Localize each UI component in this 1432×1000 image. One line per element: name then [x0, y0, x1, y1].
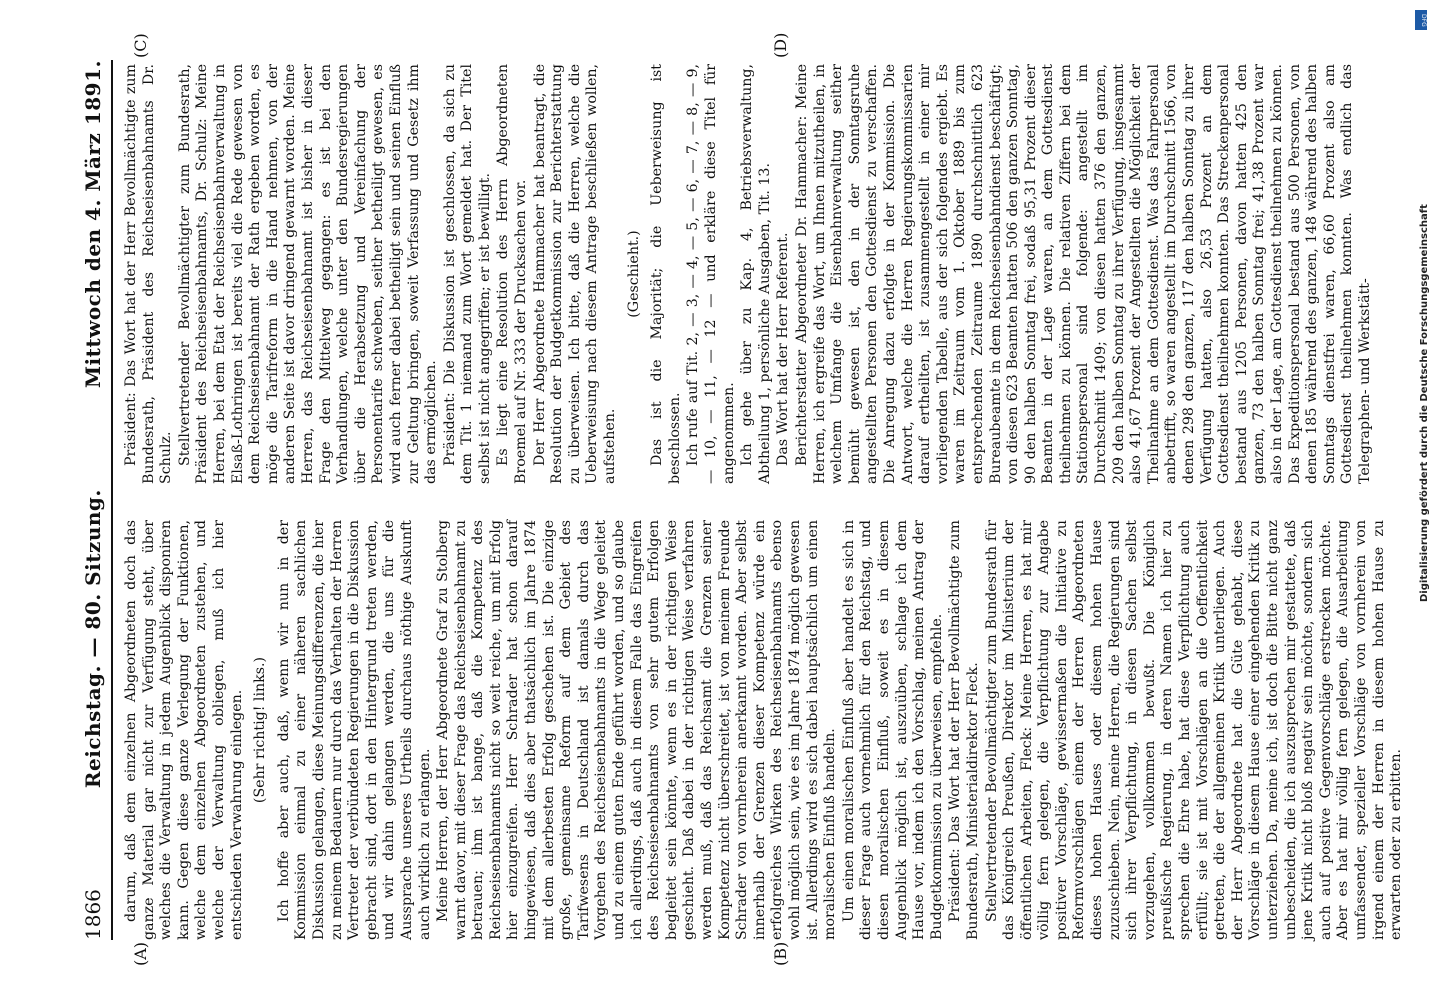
paragraph: Präsident: Das Wort hat der Herr Bevollmächtigte zum Bundesrath, Präsident des Reichseisenbahnamts Dr. Schulz.	[123, 64, 175, 484]
funding-note: Digitalisierung gefördert durch die Deutsche Forschungsgemeinschaft	[1419, 204, 1430, 602]
session-date: Mittwoch den 4. März 1891.	[81, 60, 105, 389]
paragraph: Stellvertretender Bevollmächtigter zum Bundesrath für das Königreich Preußen, Direktor im Ministerium der öffentlichen Arbeiten, Fleck: Meine Herren, es hat mir völlig fern gelegen, die Verpflichtung zur Angabe positiver Vorschläge, gewissermaßen die Initiative zu Reformvorschlägen einem der Herren Abgeordneten dieses hohen Hauses oder diesem hohen Hause zuzuschieben. Nein, meine Herren, die Regierungen sind sich ihrer Verpflichtung, in diesen Sachen selbst vorzugehen, vollkommen bewußt. Die Königlich preußische Regierung, in deren Namen ich hier zu sprechen die Ehre habe, hat diese Verpflichtung auch erfüllt; sie ist mit Vorschlägen an die Oeffentlichkeit getreten, die der allgemeinen Kritik unterliegen. Auch der Herr Abgeordnete hat die Güte gehabt, diese Vorschläge in diesem Hause einer eingehenden Kritik zu unterziehen. Da, meine ich, ist doch die Bitte nicht ganz unbescheiden, die ich auszusprechen mir gestattete, daß jene Kritik nicht bloß negativ sein möchte, sondern sich auch auf positive Gegenvorschläge erstrecken möchte. Aber es hat mir völlig fern gelegen, die Ausarbeitung umfassender, spezieller Vorschläge von vornherein von irgend einem der Herren in diesem hohen Hause zu erwarten oder zu erbitten.	[983, 520, 1405, 940]
paragraph: Meine Herren, der Herr Abgeordnete Graf zu Stolberg warnt davor, mit dieser Frage das Reichseisenbahnamt zu betrauen; ihm ist bange, daß die Kompetenz des Reichseisenbahnamts nicht so weit reiche, um mit Erfolg hier einzugreifen. Herr Schrader hat schon darauf hingewiesen, daß dies aber thatsächlich im Jahre 1874 mit dem allerbesten Erfolg geschehen ist. Die einzige große, gemeinsame Reform auf dem Gebiet des Tarifwesens in Deutschland ist damals durch das Vorgehen des Reichseisenbahnamts in die Wege geleitet und zu einem guten Ende geführt worden, und so glaube ich allerdings, daß auch in diesem Falle das Eingreifen des Reichseisenbahnamts von sehr gutem Erfolgen begleitet sein könnte, wenn es in der richtigen Weise geschieht. Daß dabei in der richtigen Weise verfahren werden muß, daß das Reichsamt die Grenzen seiner Kompetenz nicht überschreitet, ist von meinem Freunde Schrader von vornherein anerkannt worden. Aber selbst innerhalb der Grenzen dieser Kompetenz würde ein erfolgreiches Wirken des Reichseisenbahnamts ebenso wohl möglich sein, wie es im Jahre 1874 möglich gewesen ist. Allerdings wird es sich dabei hauptsächlich um einen moralischen Einfluß handeln.	[435, 520, 839, 940]
dfg-logo: DFG	[1415, 10, 1427, 30]
margin-letter-c: (C)	[131, 33, 150, 58]
interjection: (Geschieht.)	[625, 230, 642, 318]
margin-letter-b: (B)	[771, 941, 790, 966]
header-rule	[111, 60, 113, 940]
paragraph: Ich hoffe aber auch, daß, wenn wir nun in der Kommission einmal zu einer näheren sachlichen Diskussion gelangen, diese Meinungsdifferenzen, die hier zu meinem Bedauern nur durch das Verhalten der Herren Vertreter der verbündeten Regierungen in die Diskussion gebracht sind, dort in den Hintergrund treten werden, und wir dahin gelangen werden, die uns für die Aussprache unseres Urtheils durchaus nöthige Auskunft auch wirklich zu erlangen.	[275, 520, 433, 940]
paragraph: Präsident: Das Wort hat der Herr Bevollmächtigte zum Bundesrath, Ministerialdirektor Fleck.	[947, 520, 981, 940]
paragraph: Ich gehe über zu Kap. 4, Betriebsverwaltung, Abtheilung 1, persönliche Ausgaben, Tit. 13.	[739, 64, 773, 484]
margin-letter-d: (D)	[771, 32, 790, 58]
paragraph: Das Wort hat der Herr Referent.	[775, 232, 792, 466]
paragraph: Das ist die Majorität; die Ueberweisung ist beschlossen.	[649, 64, 683, 484]
paragraph: Um einen moralischen Einfluß aber handelt es sich in dieser Frage auch vornehmlich für den Reichstag, und diesen moralischen Einfluß, soweit es in diesem Augenblick möglich ist, auszuüben, schlage ich dem Hause vor, indem ich den Vorschlag, meinen Antrag der Budgetkommission zu überweisen, empfehle.	[840, 520, 945, 940]
paragraph: Stellvertretender Bevollmächtigter zum Bundesrath, Präsident des Reichseisenbahnamts, Dr. Schulz: Meine Herren, bei dem Etat der Reichseisenbahnverwaltung in Elsaß-Lothringen ist bereits viel die Rede gewesen von dem Reichseisenbahnamt der Rath ergeben worden, es möge die Tarifreform in die Hand nehmen, von der anderen Seite ist davor dringend gewarnt worden. Meine Herren, das Reichseisenbahnamt ist bisher in dieser Frage den Mittelweg gegangen: es ist bei den Verhandlungen, welche unter den Bundesregierungen über die Herabsetzung und Vereinfachung der Personentarife schweben, seither betheiligt gewesen, es wird auch ferner dabei betheiligt sein und seinen Einfluß zur Geltung bringen, soweit Verfassung und Gesetz ihm das ermöglichen.	[176, 64, 440, 484]
left-column	[123, 520, 1405, 940]
interjection: (Sehr richtig! links.)	[252, 656, 269, 804]
paragraph: Es liegt eine Resolution des Herrn Abgeordneten Broemel auf Nr. 333 der Drucksachen vor.	[495, 64, 530, 484]
page-number: 1866	[81, 889, 105, 940]
paragraph: Ich rufe auf Tit. 2, — 3, — 4, — 5, — 6, — 7, — 8, — 9, — 10, — 11, — 12 — und erkläre diese Titel für angenommen.	[685, 64, 737, 484]
paragraph: Präsident: Die Diskussion ist geschlossen, da sich zu dem Tit. 1 niemand zum Wort gemeldet hat. Der Titel selbst ist nicht angegriffen; er ist bewilligt.	[441, 64, 493, 484]
right-column	[123, 64, 1373, 484]
margin-letter-a: (A)	[131, 941, 150, 966]
paragraph: darum, daß dem einzelnen Abgeordneten doch das ganze Material gar nicht zur Verfügung steht, über welches die Verwaltung in jedem Augenblick disponiren kann. Gegen diese ganze Verlegung der Funktionen, welche dem einzelnen Abgeordneten zustehen, und welche der Verwaltung obliegen, muß ich hier entschieden Verwahrung einlegen.	[123, 520, 245, 940]
page-header	[61, 60, 105, 940]
running-title: Reichstag. — 80. Sitzung.	[81, 489, 105, 789]
paragraph: Berichterstatter Abgeordneter Dr. Hammacher: Meine Herren, ich ergreife das Wort, um Ihnen mitzutheilen, in welchem Umfange die Eisenbahnverwaltung seither bemüht gewesen ist, den in der Sonntagsruhe angestellten Personen den Gottesdienst zu verschaffen. Die Anregung dazu erfolgte in der Kommission. Die Antwort, welche die Herren Regierungskommissarien darauf ertheilten, ist zusammengestellt in einer mir vorliegenden Tabelle, aus der sich folgendes ergiebt. Es waren im Zeitraum vom 1. Oktober 1889 bis zum entsprechenden Zeitraume 1890 durchschnittlich 623 Bureaubeamte in dem Reichseisenbahndienst beschäftigt; von diesen 623 Beamten hatten 506 den ganzen Sonntag, 90 den halben Sonntag frei, sodaß 95,31 Prozent dieser Beamten in der Lage waren, an dem Gottesdienst theilnehmen zu können. Die relativen Ziffern bei dem Stationspersonal sind folgende: angestellt im Durchschnitt 1409; von diesen hatten 376 den ganzen, 209 den halben Sonntag zu ihrer Verfügung, insgesammt also 41,67 Prozent der Angestellten die Möglichkeit der Theilnahme an dem Gottesdienst. Was das Fahrpersonal anbetrifft, so waren angestellt im Durchschnitt 1566, von denen 298 den ganzen, 117 den halben Sonntag zu ihrer Verfügung hatten, also 26,53 Prozent an dem Gottesdienst theilnehmen konnten. Das Streckenpersonal bestand aus 1205 Personen, davon hatten 425 den ganzen, 73 den halben Sonntag frei; 41,38 Prozent war also in der Lage, am Gottesdienst theilnehmen zu können. Das Expeditionspersonal bestand aus 500 Personen, von denen 185 während des ganzen, 148 während des halben Sonntags dienstfrei waren, 66,60 Prozent also am Gottesdienst theilnehmen konnten. Was endlich das Telegraphen- und Werkstätt-	[793, 64, 1373, 484]
paragraph: Der Herr Abgeordnete Hammacher hat beantragt, die Resolution der Budgetkommission zur Berichterstattung zu überweisen. Ich bitte, daß die Herren, welche die Ueberweisung nach diesem Antrage beschließen wollen, aufstehen.	[531, 64, 619, 484]
newspaper-page	[51, 20, 1405, 980]
